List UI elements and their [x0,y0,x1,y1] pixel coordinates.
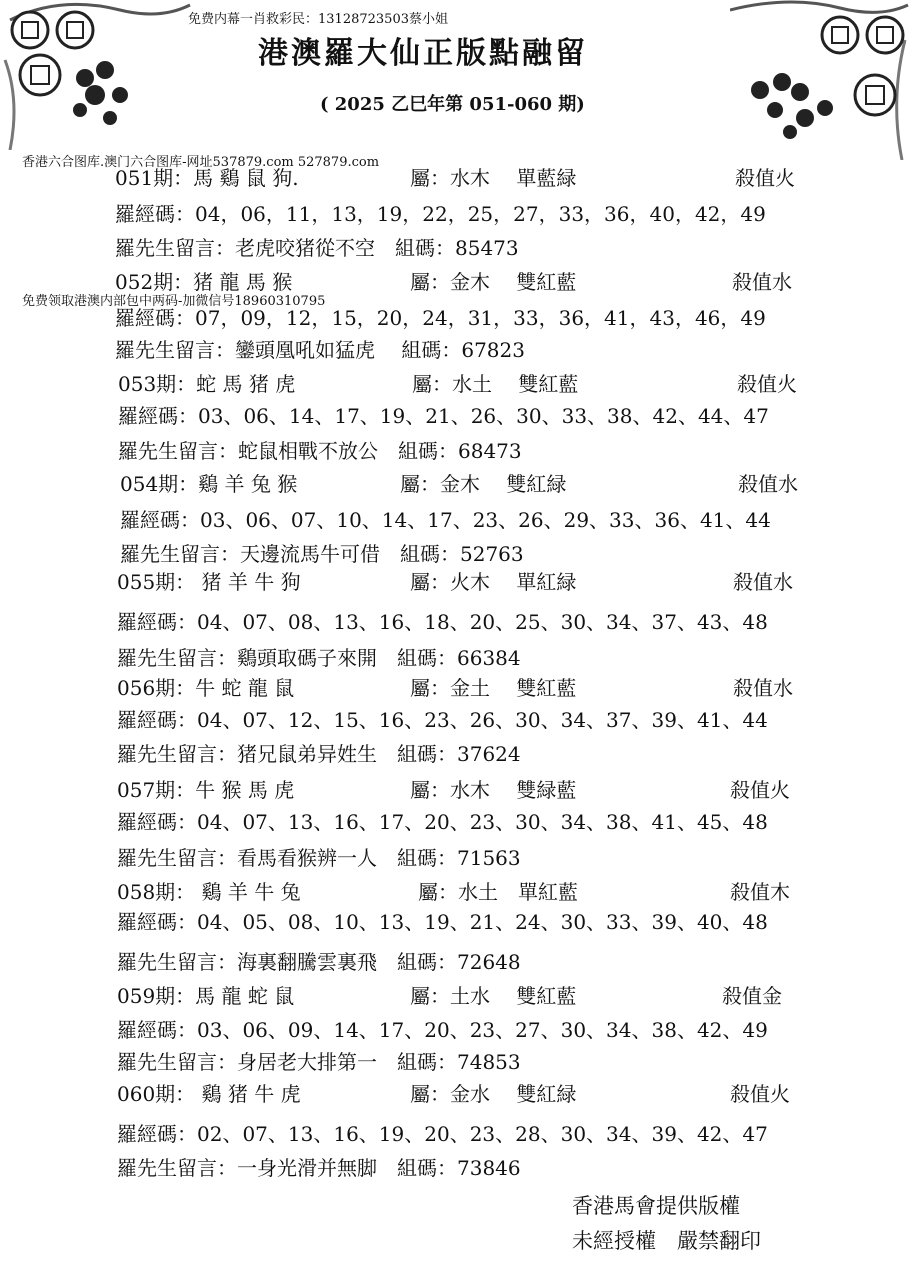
issue-codes: 羅經碼：07，09，12，15，20，24，31，33，36，41，43，46，49 [115,306,766,330]
issue-message: 羅先生留言：鑾頭凰吼如猛虎 組碼：67823 [115,338,525,362]
copyright-line: 香港馬會提供版權 [572,1194,740,1218]
issue-zodiac: 057期：牛 猴 馬 虎 [117,778,295,802]
issue-zodiac: 055期： 猪 羊 牛 狗 [117,570,301,594]
issue-kill: 殺值火 [735,166,795,190]
issue-message: 羅先生留言：一身光滑并無脚 組碼：73846 [117,1156,521,1180]
issue-message: 羅先生留言：天邊流馬牛可借 組碼：52763 [120,542,524,566]
issue-kill: 殺值火 [730,1082,790,1106]
issue-kill: 殺值火 [737,372,797,396]
issue-attribute: 屬：土水 雙紅藍 [410,984,577,1008]
issue-attribute: 屬：金水 雙紅緑 [410,1082,577,1106]
issue-zodiac: 058期： 鷄 羊 牛 兔 [117,880,301,904]
issue-attribute: 屬：金土 雙紅藍 [410,676,577,700]
issue-message: 羅先生留言：身居老大排第一 組碼：74853 [117,1050,521,1074]
issue-codes: 羅經碼：04，06，11，13，19，22，25，27，33，36，40，42，49 [115,202,766,226]
issue-attribute: 屬：金木 雙紅藍 [410,270,577,294]
issue-codes: 羅經碼：04、05、08、10、13、19、21、24、30、33、39、40、48 [117,910,768,934]
right-corner-ornament [730,0,910,160]
issue-codes: 羅經碼：04、07、13、16、17、20、23、30、34、38、41、45、48 [117,810,768,834]
issue-attribute: 屬：水木 雙緑藍 [410,778,577,802]
issue-codes: 羅經碼：02、07、13、16、19、20、23、28、30、34、39、42、47 [117,1122,768,1146]
issue-attribute: 屬：水土 雙紅藍 [412,372,579,396]
issue-message: 羅先生留言：猪兄鼠弟异姓生 組碼：37624 [117,742,521,766]
issue-codes: 羅經碼：03、06、14、17、19、21、26、30、33、38、42、44、47 [118,404,769,428]
issue-zodiac: 051期：馬 鷄 鼠 狗. [115,166,299,190]
issue-zodiac: 052期：猪 龍 馬 猴 [115,270,293,294]
issue-kill: 殺值木 [730,880,790,904]
issue-kill: 殺值金 [722,984,782,1008]
issue-zodiac: 053期：蛇 馬 猪 虎 [118,372,296,396]
issue-zodiac: 056期：牛 蛇 龍 鼠 [117,676,295,700]
issue-attribute: 屬：金木 雙紅緑 [400,472,567,496]
issue-kill: 殺值水 [732,270,792,294]
issue-attribute: 屬：火木 單紅緑 [410,570,577,594]
issue-message: 羅先生留言：老虎咬猪從不空 組碼：85473 [115,236,519,260]
issue-zodiac: 059期：馬 龍 蛇 鼠 [117,984,295,1008]
issue-message: 羅先生留言：蛇鼠相戰不放公 組碼：68473 [118,439,522,463]
issue-kill: 殺值火 [730,778,790,802]
issue-kill: 殺值水 [738,472,798,496]
issue-message: 羅先生留言：鷄頭取碼子來開 組碼：66384 [117,646,521,670]
issue-codes: 羅經碼：04、07、08、13、16、18、20、25、30、34、37、43、48 [117,610,768,634]
no-reprint-line: 未經授權 嚴禁翻印 [572,1229,761,1253]
issue-attribute: 屬：水土 單紅藍 [418,880,578,904]
left-corner-ornament [0,0,200,150]
issue-range: ( 2025 乙巳年第 051-060 期) [320,94,585,115]
issue-zodiac: 060期： 鷄 猪 牛 虎 [117,1082,301,1106]
issue-kill: 殺值水 [733,676,793,700]
issue-attribute: 屬：水木 單藍緑 [410,166,577,190]
issue-zodiac: 054期：鷄 羊 兔 猴 [120,472,298,496]
issue-codes: 羅經碼：03、06、09、14、17、20、23、27、30、34、38、42、49 [117,1018,768,1042]
promo-mid-text: 免费领取港澳内部包中两码-加微信号18960310795 [22,294,326,309]
issue-codes: 羅經碼：03、06、07、10、14、17、23、26、29、33、36、41、44 [120,508,771,532]
promo-top-text: 免费内幕一肖救彩民：13128723503蔡小姐 [188,12,448,27]
issue-message: 羅先生留言：看馬看猴辨一人 組碼：71563 [117,846,521,870]
issue-codes: 羅經碼：04、07、12、15、16、23、26、30、34、37、39、41、44 [117,708,768,732]
issue-message: 羅先生留言：海裏翻騰雲裏飛 組碼：72648 [117,950,521,974]
page-title: 港澳羅大仙正版點融留 [258,36,588,71]
issue-kill: 殺值水 [733,570,793,594]
site-note: 香港六合图库.澳门六合图库-网址537879.com 527879.com [22,155,380,170]
